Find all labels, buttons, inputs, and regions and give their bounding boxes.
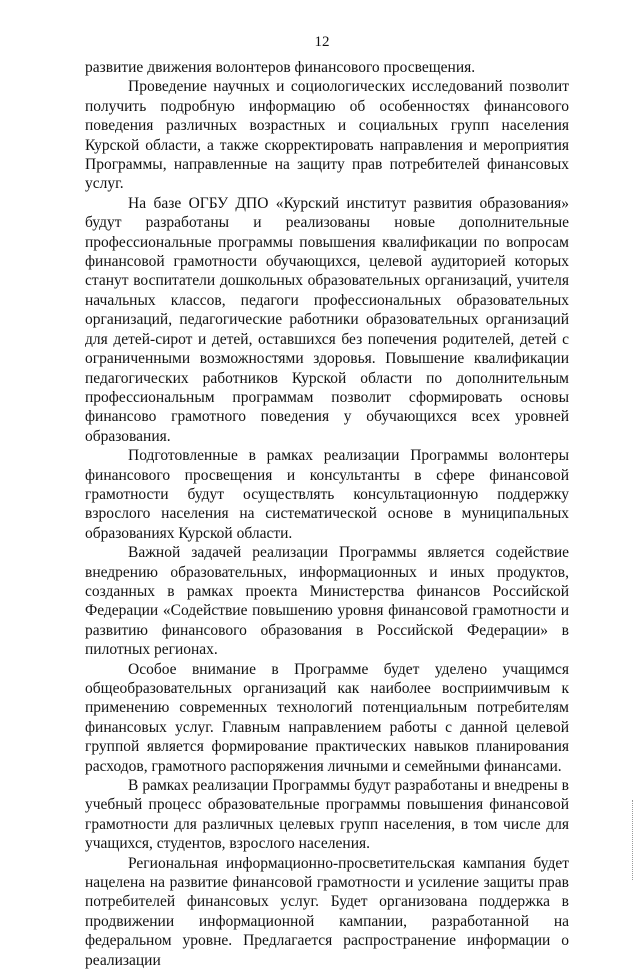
paragraph-8: Региональная информационно-просветительская кампания будет нацелена на развитие финансовой грамотности и усиление защиты прав потребителей финансовых услуг. Будет организована поддержка в продвижении информационной кампании, разработанной на федеральном уровне. Предлагается распространение информации о реализации xyxy=(85,854,569,969)
paragraph-2: Проведение научных и социологических исследований позволит получить подробную информацию об особенностях финансового поведения различных возрастных и социальных групп населения Курской области, а также скорректировать направления и мероприятия Программы, направленные на защиту прав потребителей финансовых услуг. xyxy=(85,78,569,193)
paragraph-4: Подготовленные в рамках реализации Программы волонтеры финансового просвещения и консультанты в сфере финансовой грамотности будут осуществлять консультационную поддержку взрослого населения на систематической основе в муниципальных образованиях Курской области. xyxy=(85,447,569,542)
paragraph-7: В рамках реализации Программы будут разработаны и внедрены в учебный процесс образовательные программы повышения финансовой грамотности для различных целевых групп населения, в том числе для учащихся, студентов, взрослого населения. xyxy=(85,777,569,853)
scan-margin-mark xyxy=(632,800,636,880)
paragraph-6: Особое внимание в Программе будет уделено учащимся общеобразовательных организаций как наиболее восприимчивым к применению современных технологий потенциальным потребителям финансовых услуг. Главным направлением работы с данной целевой группой является формирование практических навыков планирования расходов, грамотного распоряжения личными и семейными финансами. xyxy=(85,660,569,775)
paragraph-1: развитие движения волонтеров финансового просвещения. xyxy=(85,59,476,76)
body-text xyxy=(85,58,569,970)
page-number: 12 xyxy=(314,34,330,50)
paragraph-3: На базе ОГБУ ДПО «Курский институт развития образования» будут разработаны и реализованы новые дополнительные профессиональные программы повышения квалификации по вопросам финансовой грамотности обучающихся, целевой аудиторией которых станут воспитатели дошкольных образовательных организаций, учителя начальных классов, педагоги профессиональных образовательных организаций, педагогические работники образовательных организаций для детей-сирот и детей, оставшихся без попечения родителей, детей с ограниченными возможностями здоровья. Повышение квалификации педагогических работников Курской области по дополнительным профессиональным программам позволит сформировать основы финансово грамотного поведения у обучающихся всех уровней образования. xyxy=(85,194,569,445)
paragraph-5: Важной задачей реализации Программы является содействие внедрению образовательных, информационных и иных продуктов, созданных в рамках проекта Министерства финансов Российской Федерации «Содействие повышению уровня финансовой грамотности и развитию финансового образования в Российской Федерации» в пилотных регионах. xyxy=(85,544,569,659)
